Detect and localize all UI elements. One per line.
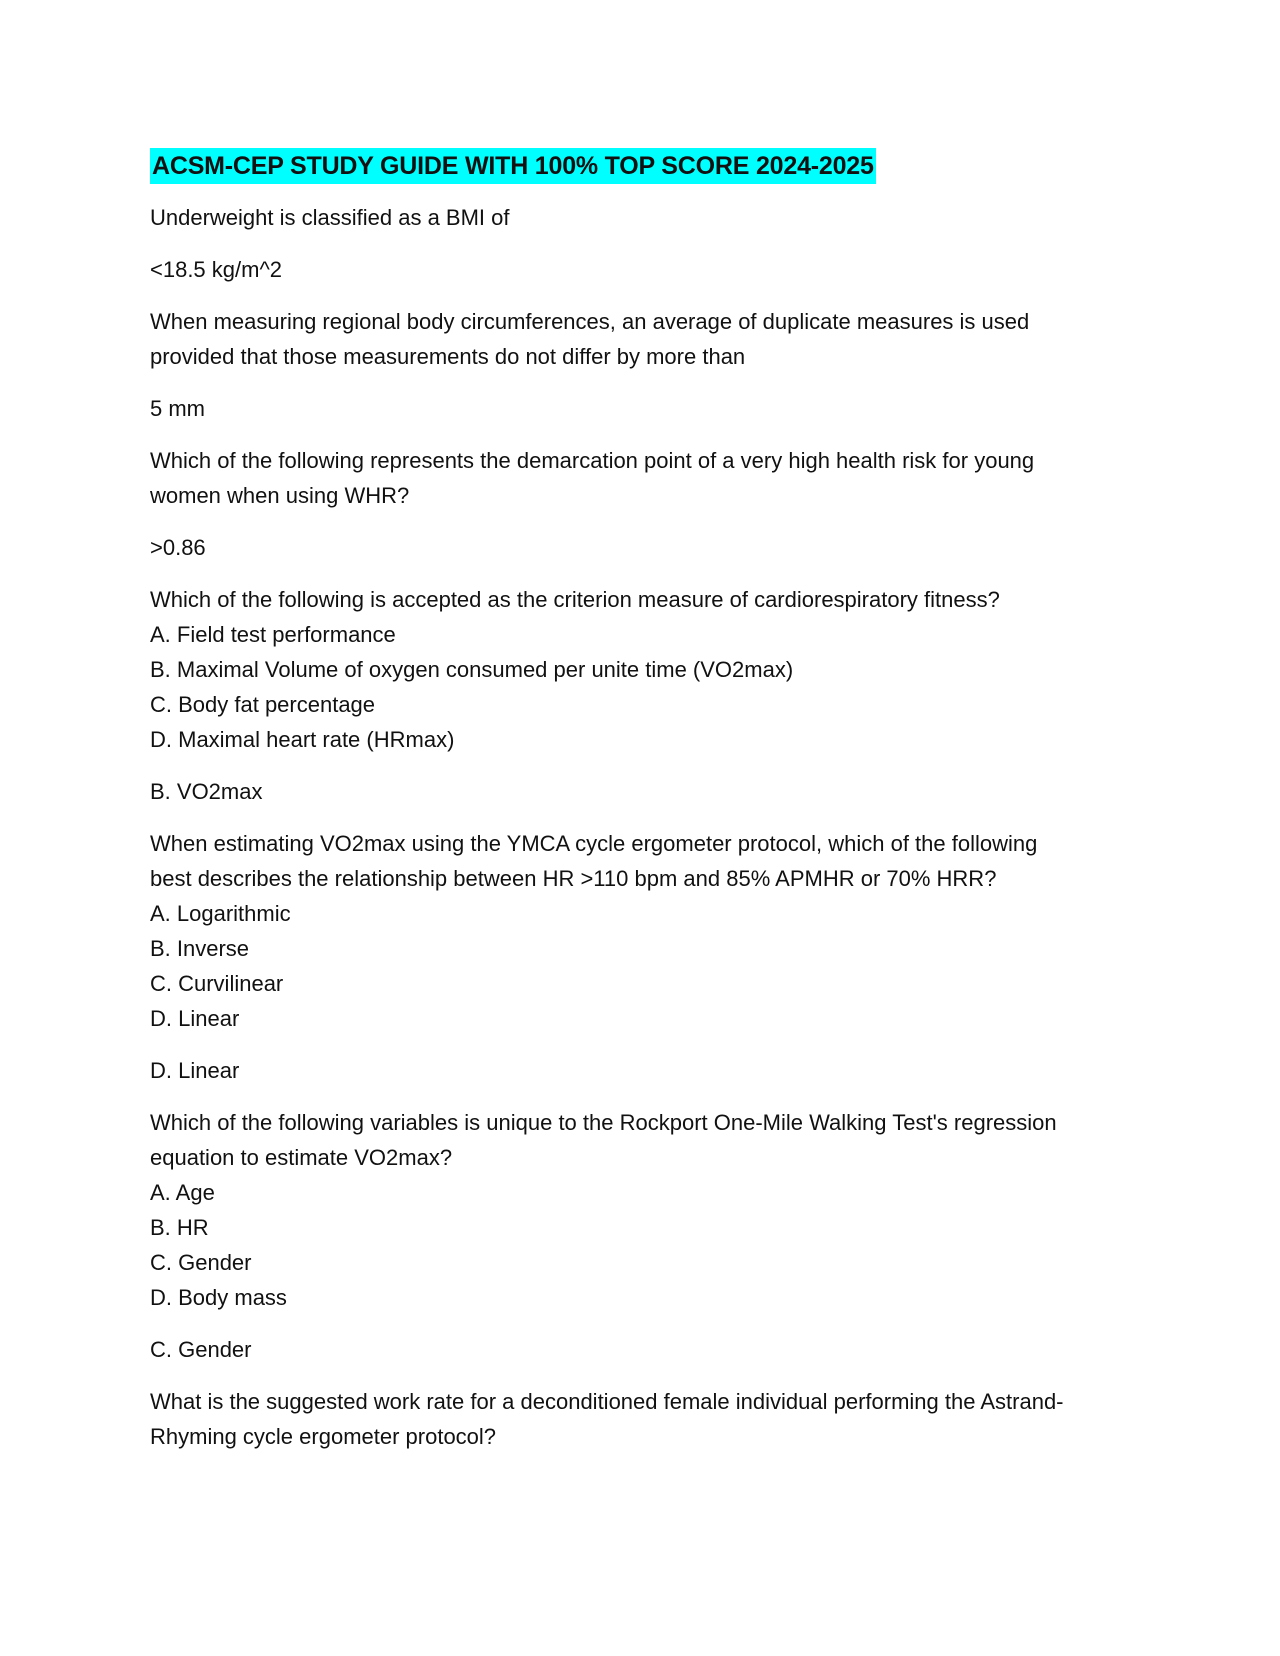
question-block [150, 1384, 1130, 1454]
option-item: C. Gender [150, 1250, 252, 1275]
question-text: Underweight is classified as a BMI of [150, 205, 510, 230]
question-block [150, 582, 1130, 757]
option-item: A. Field test performance [150, 622, 396, 647]
question-text: When measuring regional body circumferences, an average of duplicate measures is used provided that those measurements do not differ by more than [150, 309, 1030, 369]
question-block [150, 1105, 1130, 1315]
option-item: D. Body mass [150, 1285, 287, 1310]
question-block [150, 304, 1130, 374]
question-text: What is the suggested work rate for a deconditioned female individual performing the Astrand-Rhyming cycle ergometer protocol? [150, 1389, 1064, 1449]
page-title: ACSM-CEP STUDY GUIDE WITH 100% TOP SCORE 2024-2025 [150, 148, 876, 184]
option-item: C. Curvilinear [150, 971, 284, 996]
answer-text: B. VO2max [150, 779, 263, 804]
document-content [150, 148, 1130, 1471]
answer-text: C. Gender [150, 1337, 252, 1362]
option-item: D. Maximal heart rate (HRmax) [150, 727, 455, 752]
question-text: Which of the following variables is unique to the Rockport One-Mile Walking Test's regression equation to estimate VO2max? [150, 1110, 1057, 1170]
question-block [150, 443, 1130, 513]
option-item: B. HR [150, 1215, 209, 1240]
page-title-wrapper [150, 148, 1130, 200]
answer-block [150, 774, 1130, 809]
answer-text: 5 mm [150, 396, 205, 421]
answer-text: <18.5 kg/m^2 [150, 257, 283, 282]
question-text: When estimating VO2max using the YMCA cycle ergometer protocol, which of the following best describes the relationship between HR >110 bpm and 85% APMHR or 70% HRR? [150, 831, 1038, 891]
option-item: D. Linear [150, 1006, 240, 1031]
question-text: Which of the following represents the demarcation point of a very high health risk for young women when using WHR? [150, 448, 1035, 508]
question-block [150, 826, 1130, 1036]
answer-block [150, 530, 1130, 565]
option-item: B. Maximal Volume of oxygen consumed per unite time (VO2max) [150, 657, 794, 682]
answer-text: >0.86 [150, 535, 206, 560]
answer-text: D. Linear [150, 1058, 240, 1083]
answer-block [150, 1053, 1130, 1088]
option-item: B. Inverse [150, 936, 250, 961]
option-item: A. Logarithmic [150, 901, 291, 926]
option-item: C. Body fat percentage [150, 692, 376, 717]
question-text: Which of the following is accepted as the criterion measure of cardiorespiratory fitness? [150, 587, 1000, 612]
answer-block [150, 1332, 1130, 1367]
question-block [150, 200, 1130, 235]
option-item: A. Age [150, 1180, 215, 1205]
answer-block [150, 252, 1130, 287]
answer-block [150, 391, 1130, 426]
